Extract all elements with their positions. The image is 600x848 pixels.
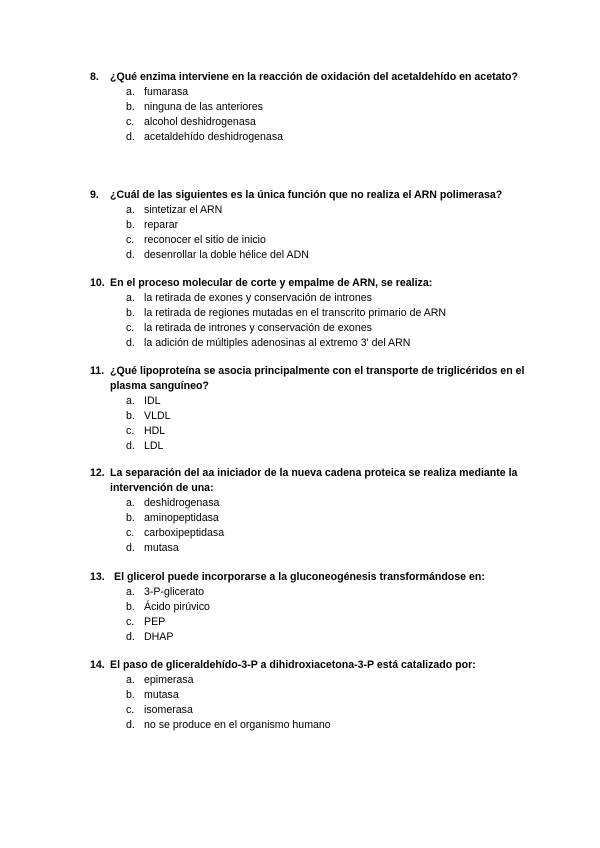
- option-c[interactable]: [126, 115, 530, 130]
- question-14: [90, 658, 530, 733]
- option-text: aminopeptidasa: [144, 512, 219, 524]
- question-10: [90, 276, 530, 351]
- option-text: mutasa: [144, 542, 179, 554]
- option-letter: c.: [126, 322, 135, 334]
- option-b[interactable]: [126, 688, 530, 703]
- option-d[interactable]: [126, 630, 530, 645]
- question-number: 8.: [90, 71, 99, 83]
- option-text: HDL: [144, 425, 166, 437]
- option-d[interactable]: [126, 718, 530, 733]
- option-c[interactable]: [126, 615, 530, 630]
- option-text: reconocer el sitio de inicio: [144, 234, 266, 246]
- option-text: PEP: [144, 616, 166, 628]
- options-list: [90, 85, 530, 145]
- option-a[interactable]: [126, 394, 530, 409]
- option-text: 3-P-glicerato: [144, 586, 205, 598]
- question-number: 11.: [90, 365, 105, 377]
- question-stem: [90, 466, 530, 496]
- question-stem: [90, 364, 530, 394]
- option-text: VLDL: [144, 410, 171, 422]
- question-9: [90, 188, 530, 263]
- question-number: 13.: [90, 571, 105, 583]
- option-text: reparar: [144, 219, 179, 231]
- option-text: IDL: [144, 395, 161, 407]
- question-text: ¿Qué enzima interviene en la reacción de oxidación del acetaldehído en acetato?: [110, 71, 518, 83]
- question-8: [90, 70, 530, 145]
- option-letter: a.: [126, 292, 135, 304]
- question-text: En el proceso molecular de corte y empalme de ARN, se realiza:: [110, 277, 433, 289]
- option-a[interactable]: [126, 203, 530, 218]
- option-letter: b.: [126, 410, 135, 422]
- option-text: deshidrogenasa: [144, 497, 220, 509]
- option-d[interactable]: [126, 130, 530, 145]
- option-b[interactable]: [126, 511, 530, 526]
- option-b[interactable]: [126, 100, 530, 115]
- option-letter: b.: [126, 219, 135, 231]
- option-text: no se produce en el organismo humano: [144, 719, 331, 731]
- option-d[interactable]: [126, 336, 530, 351]
- option-b[interactable]: [126, 218, 530, 233]
- question-11: [90, 364, 530, 454]
- option-text: acetaldehído deshidrogenasa: [144, 131, 284, 143]
- option-a[interactable]: [126, 85, 530, 100]
- options-list: [90, 394, 530, 454]
- option-letter: b.: [126, 512, 135, 524]
- option-text: carboxipeptidasa: [144, 527, 225, 539]
- option-c[interactable]: [126, 233, 530, 248]
- option-letter: d.: [126, 631, 135, 643]
- option-letter: d.: [126, 249, 135, 261]
- option-letter: d.: [126, 542, 135, 554]
- option-letter: b.: [126, 101, 135, 113]
- question-12: [90, 466, 530, 556]
- option-d[interactable]: [126, 439, 530, 454]
- question-number: 12.: [90, 467, 105, 479]
- option-text: la adición de múltiples adenosinas al extremo 3' del ARN: [144, 337, 411, 349]
- option-text: sintetizar el ARN: [144, 204, 223, 216]
- option-letter: c.: [126, 234, 135, 246]
- option-letter: c.: [126, 116, 135, 128]
- option-b[interactable]: [126, 306, 530, 321]
- option-d[interactable]: [126, 541, 530, 556]
- question-text: ¿Qué lipoproteína se asocia principalmente con el transporte de triglicéridos en el plasma sanguíneo?: [110, 365, 525, 392]
- option-letter: b.: [126, 689, 135, 701]
- option-letter: c.: [126, 425, 135, 437]
- option-d[interactable]: [126, 248, 530, 263]
- option-c[interactable]: [126, 526, 530, 541]
- option-text: DHAP: [144, 631, 174, 643]
- question-stem: [90, 276, 530, 291]
- options-list: [90, 496, 530, 556]
- option-c[interactable]: [126, 703, 530, 718]
- option-letter: c.: [126, 616, 135, 628]
- option-text: desenrollar la doble hélice del ADN: [144, 249, 309, 261]
- question-stem: [90, 658, 530, 673]
- option-text: la retirada de regiones mutadas en el transcrito primario de ARN: [144, 307, 447, 319]
- question-number: 10.: [90, 277, 105, 289]
- option-letter: c.: [126, 527, 135, 539]
- option-letter: a.: [126, 674, 135, 686]
- question-text: La separación del aa iniciador de la nueva cadena proteica se realiza mediante la intervención de una:: [110, 467, 518, 494]
- option-text: LDL: [144, 440, 164, 452]
- option-text: fumarasa: [144, 86, 189, 98]
- option-text: epimerasa: [144, 674, 194, 686]
- option-letter: a.: [126, 204, 135, 216]
- option-letter: b.: [126, 307, 135, 319]
- option-a[interactable]: [126, 291, 530, 306]
- option-a[interactable]: [126, 585, 530, 600]
- option-a[interactable]: [126, 673, 530, 688]
- option-a[interactable]: [126, 496, 530, 511]
- option-letter: a.: [126, 497, 135, 509]
- option-text: ninguna de las anteriores: [144, 101, 263, 113]
- option-c[interactable]: [126, 424, 530, 439]
- question-stem: [90, 70, 530, 85]
- option-letter: a.: [126, 395, 135, 407]
- option-text: la retirada de exones y conservación de intrones: [144, 292, 372, 304]
- option-text: mutasa: [144, 689, 179, 701]
- option-letter: d.: [126, 337, 135, 349]
- option-b[interactable]: [126, 600, 530, 615]
- options-list: [90, 291, 530, 351]
- option-b[interactable]: [126, 409, 530, 424]
- question-number: 14.: [90, 659, 105, 671]
- option-letter: a.: [126, 586, 135, 598]
- option-letter: d.: [126, 440, 135, 452]
- question-text: ¿Cuál de las siguientes es la única función que no realiza el ARN polimerasa?: [110, 189, 503, 201]
- option-letter: c.: [126, 704, 135, 716]
- options-list: [90, 673, 530, 733]
- question-text: El paso de gliceraldehído-3-P a dihidroxiacetona-3-P está catalizado por:: [110, 659, 476, 671]
- option-text: Ácido pirúvico: [144, 601, 210, 613]
- option-text: alcohol deshidrogenasa: [144, 116, 256, 128]
- option-letter: b.: [126, 601, 135, 613]
- option-letter: a.: [126, 86, 135, 98]
- option-text: isomerasa: [144, 704, 193, 716]
- question-stem: [90, 188, 530, 203]
- option-text: la retirada de intrones y conservación de exones: [144, 322, 372, 334]
- question-stem: [90, 570, 530, 585]
- options-list: [90, 585, 530, 645]
- option-c[interactable]: [126, 321, 530, 336]
- option-letter: d.: [126, 131, 135, 143]
- question-13: [90, 570, 530, 645]
- question-text: El glicerol puede incorporarse a la gluconeogénesis transformándose en:: [114, 571, 485, 583]
- option-letter: d.: [126, 719, 135, 731]
- options-list: [90, 203, 530, 263]
- question-number: 9.: [90, 189, 99, 201]
